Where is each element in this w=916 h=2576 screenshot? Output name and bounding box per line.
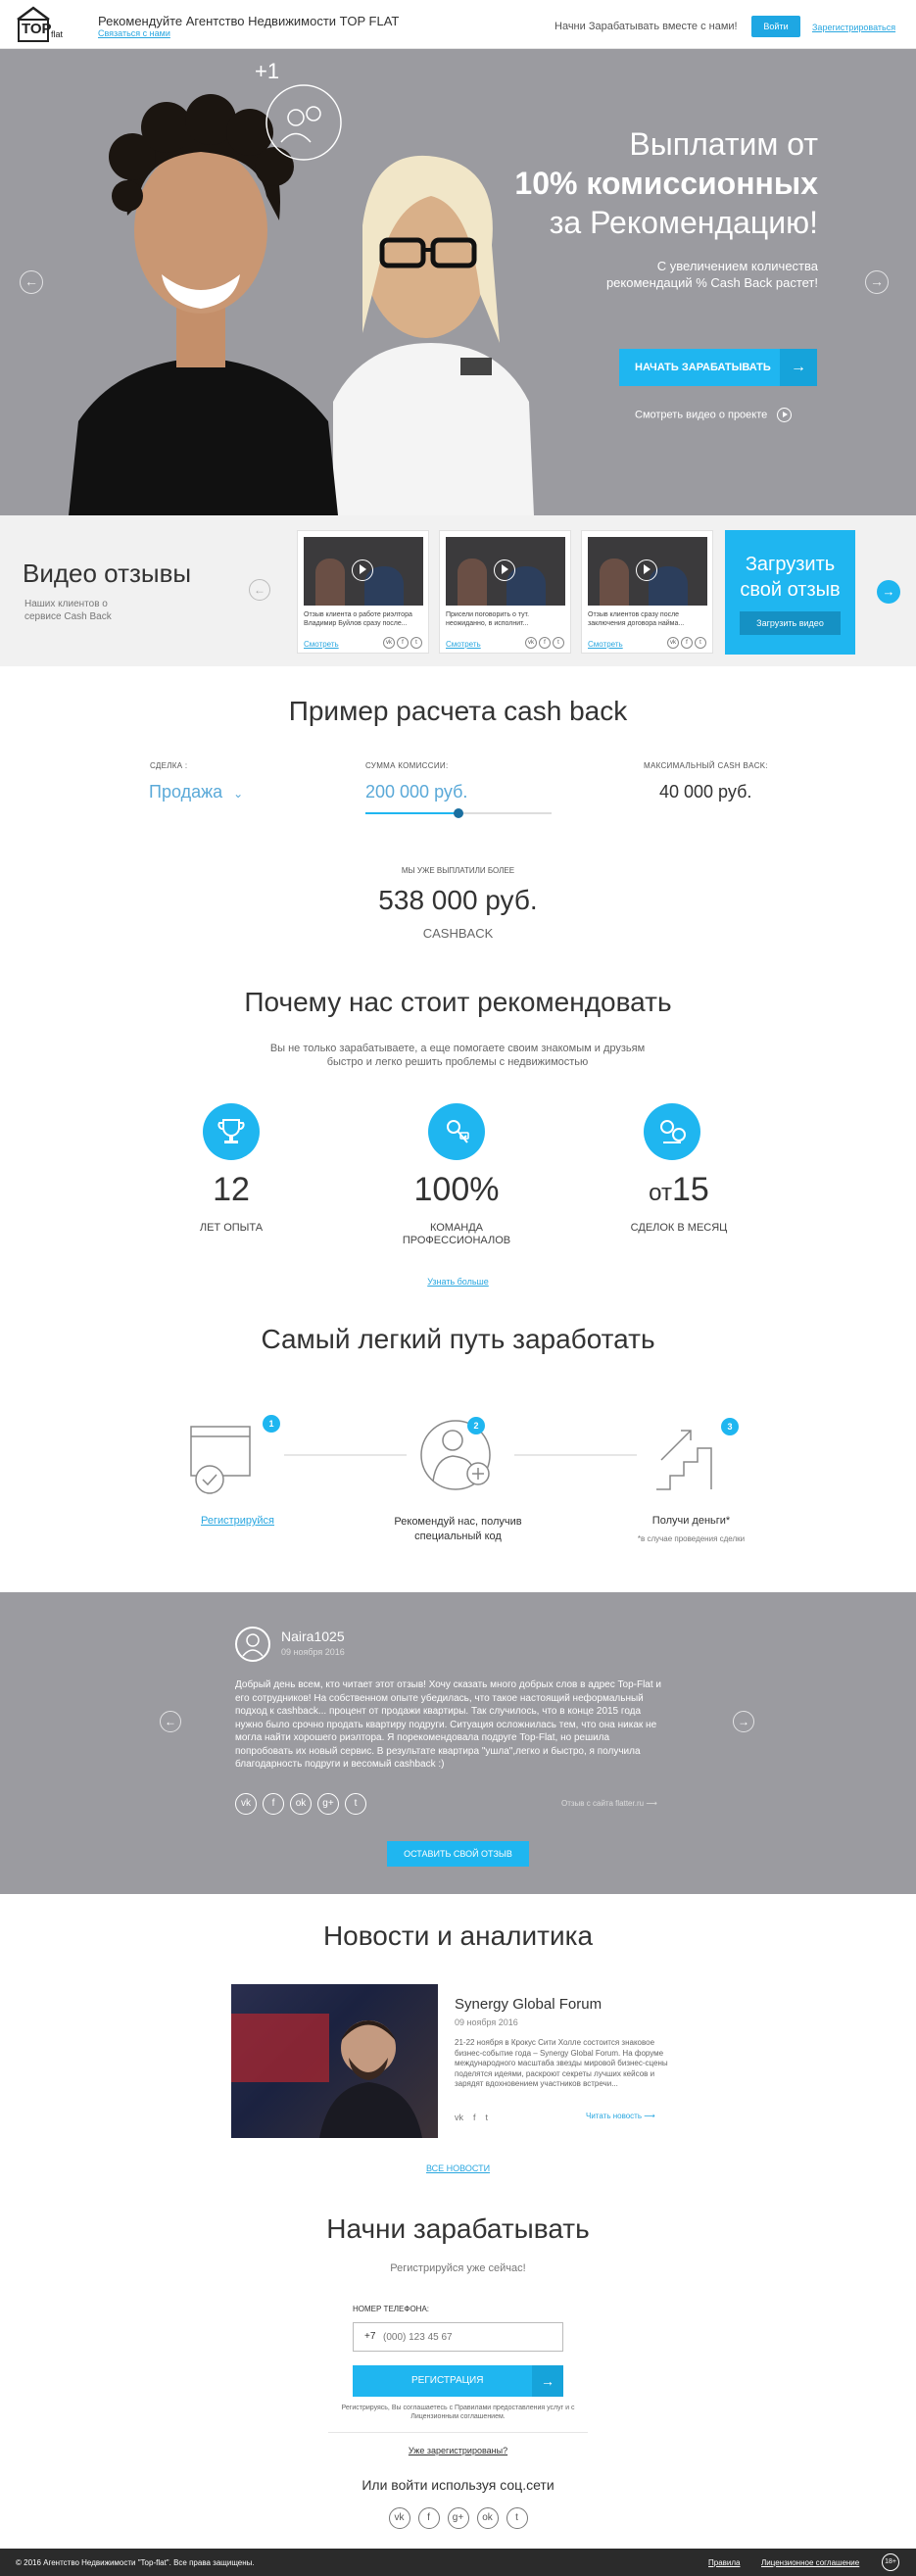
- reviewer-name: Naira1025: [281, 1628, 345, 1644]
- vk-icon[interactable]: vk: [455, 2113, 463, 2122]
- video-card-text: Отзыв клиентов сразу после заключения договора найма...: [588, 611, 685, 627]
- rules-link[interactable]: Правила: [708, 2558, 741, 2567]
- site-header: [0, 0, 916, 49]
- cashback-title: Пример расчета cash back: [288, 696, 628, 726]
- hero-title-line3: за Рекомендацию!: [549, 205, 818, 240]
- video-card-share: [667, 637, 706, 649]
- video-card-text: Присели поговорить о тут. неожиданно, в исполнит...: [446, 611, 530, 627]
- video-card-link[interactable]: Смотреть: [588, 640, 623, 649]
- feature-number-value: 15: [671, 1171, 709, 1208]
- social-login-title: Или войти используя соц.сети: [362, 2477, 554, 2493]
- read-news-link[interactable]: [586, 2112, 655, 2120]
- commission-label: СУММА КОМИССИИ:: [365, 761, 449, 770]
- deal-value: Продажа: [149, 782, 223, 802]
- commission-slider-track[interactable]: [365, 812, 552, 814]
- feature-label: ЛЕТ ОПЫТА: [199, 1222, 264, 1234]
- step-number: 3: [721, 1418, 739, 1435]
- arrow-right-icon: ⟶: [646, 1799, 657, 1808]
- video-card[interactable]: [297, 530, 429, 654]
- logo-main-text: TOP: [22, 21, 52, 37]
- max-cashback-label: МАКСИМАЛЬНЫЙ CASH BACK:: [644, 761, 768, 770]
- testimonial-section: [0, 1592, 916, 1894]
- phone-input[interactable]: [353, 2322, 563, 2352]
- odnoklassniki-icon[interactable]: ok: [477, 2507, 499, 2529]
- review-source-text: Отзыв с сайта flatter.ru: [561, 1799, 645, 1808]
- googleplus-icon[interactable]: g+: [448, 2507, 469, 2529]
- feature-number-value: 12: [213, 1171, 250, 1208]
- news-item-title[interactable]: Synergy Global Forum: [455, 1996, 603, 2013]
- feature-number: [378, 1171, 535, 1209]
- recommend-step-label: Рекомендуй нас, получив специальный код: [394, 1516, 522, 1542]
- twitter-icon[interactable]: t: [553, 637, 564, 649]
- register-link[interactable]: Зарегистрироваться: [812, 23, 896, 32]
- twitter-icon[interactable]: t: [345, 1793, 366, 1815]
- start-earning-button[interactable]: [619, 349, 817, 386]
- hero-next-arrow[interactable]: →: [865, 270, 889, 294]
- watch-video-link[interactable]: [635, 408, 792, 422]
- age-badge: 18+: [882, 2553, 899, 2571]
- video-thumbnail[interactable]: [588, 537, 707, 606]
- why-subtitle: Вы не только зарабатываете, а еще помогаете своим знакомым и друзьям быстро и легко решить проблемы с недвижимостью: [269, 1043, 646, 1068]
- vk-icon[interactable]: vk: [235, 1793, 257, 1815]
- register-button[interactable]: [353, 2365, 563, 2397]
- twitter-icon[interactable]: t: [695, 637, 706, 649]
- phone-prefix: +7: [364, 2331, 376, 2342]
- all-news-link[interactable]: ВСЕ НОВОСТИ: [425, 2163, 491, 2173]
- paid-label: МЫ УЖЕ ВЫПЛАТИЛИ БОЛЕЕ: [401, 866, 515, 875]
- register-button-label: РЕГИСТРАЦИЯ: [411, 2375, 484, 2386]
- copyright-text: © 2016 Агентство Недвижимости "Top-flat". Все права защищены.: [16, 2558, 255, 2567]
- video-card-share: [525, 637, 564, 649]
- testimonial-next-arrow[interactable]: →: [733, 1711, 754, 1732]
- start-earning-label: НАЧАТЬ ЗАРАБАТЫВАТЬ: [635, 362, 771, 373]
- commission-slider-fill: [365, 812, 458, 814]
- terms-text: Регистрируясь, Вы соглашаетесь с Правилами предоставления услуг и с Лицензионным соглашением.: [341, 2405, 575, 2420]
- news-item-text: 21-22 ноября в Крокус Сити Холле состоится знаковое бизнес-событие года – Synergy Global Forum. На форуме международного масштаба звезды мировой бизнес-сцены поделятся идеями, раскроют секреты лучших кейсов и зарядят вдохновением участников встречи...: [455, 2038, 668, 2088]
- upload-review-title: Загрузить свой отзыв: [740, 554, 841, 601]
- feature-label: СДЕЛОК В МЕСЯЦ: [630, 1222, 728, 1234]
- review-source[interactable]: [561, 1799, 657, 1808]
- hero-title-line1: Выплатим от: [629, 126, 818, 162]
- facebook-icon[interactable]: f: [473, 2113, 476, 2122]
- steps-title: Самый легкий путь заработать: [261, 1324, 655, 1354]
- divider: [328, 2432, 588, 2433]
- get-money-step-label: Получи деньги*: [651, 1515, 731, 1527]
- review-date: 09 ноября 2016: [281, 1647, 345, 1657]
- upload-review-panel: [725, 530, 855, 655]
- step-number: 1: [263, 1415, 280, 1433]
- video-card[interactable]: [581, 530, 713, 654]
- news-title: Новости и аналитика: [322, 1920, 594, 1951]
- watch-video-label: Смотреть видео о проекте: [635, 409, 768, 421]
- video-thumbnail[interactable]: [446, 537, 565, 606]
- odnoklassniki-icon[interactable]: ok: [290, 1793, 312, 1815]
- twitter-icon[interactable]: t: [506, 2507, 528, 2529]
- map-pin-icon: [644, 1103, 700, 1160]
- feature-number: [153, 1171, 310, 1209]
- video-card[interactable]: [439, 530, 571, 654]
- key-icon: [428, 1103, 485, 1160]
- facebook-icon[interactable]: f: [397, 637, 409, 649]
- logo-sub-text: flat: [51, 29, 64, 39]
- learn-more-link[interactable]: Узнать больше: [427, 1277, 489, 1287]
- chevron-down-icon: ⌄: [233, 787, 244, 801]
- vk-icon[interactable]: vk: [525, 637, 537, 649]
- upload-video-button[interactable]: Загрузить видео: [740, 611, 841, 635]
- commission-value: 200 000 руб.: [365, 782, 468, 802]
- testimonial-share: [235, 1793, 372, 1815]
- arrow-right-icon: ⟶: [644, 2112, 655, 2120]
- video-thumbnail[interactable]: [304, 537, 423, 606]
- video-reviews-title: Видео отзывы: [23, 559, 192, 588]
- why-title: Почему нас стоит рекомендовать: [244, 987, 672, 1017]
- contact-link[interactable]: Связаться с нами: [98, 28, 170, 38]
- reviews-next-arrow[interactable]: →: [877, 580, 900, 604]
- already-registered-link[interactable]: Уже зарегистрированы?: [408, 2446, 508, 2455]
- facebook-icon[interactable]: f: [539, 637, 551, 649]
- facebook-icon[interactable]: f: [418, 2507, 440, 2529]
- video-card-share: [383, 637, 422, 649]
- facebook-icon[interactable]: f: [263, 1793, 284, 1815]
- video-card-text: Отзыв клиента о работе риэлтора Владимир Буйлов сразу после...: [304, 611, 412, 627]
- news-image[interactable]: [231, 1984, 438, 2138]
- reviews-prev-arrow[interactable]: ←: [249, 579, 270, 601]
- play-icon: [636, 559, 657, 581]
- hero-title: [514, 124, 818, 242]
- hero-subtitle: С увеличением количества рекомендаций % Cash Back растет!: [605, 259, 818, 290]
- video-reviews-subtitle: Наших клиентов о сервисе Cash Back: [24, 599, 112, 622]
- feature-number: [601, 1171, 757, 1209]
- steps-footnote: *в случае проведения сделки: [637, 1534, 746, 1543]
- arrow-right-icon: →: [780, 349, 817, 386]
- step-number: 2: [467, 1417, 485, 1434]
- deal-select[interactable]: [149, 782, 243, 802]
- user-avatar-icon: [235, 1627, 270, 1662]
- video-card-link[interactable]: Смотреть: [446, 640, 481, 649]
- license-link[interactable]: Лицензионное соглашение: [761, 2558, 860, 2567]
- play-icon: [352, 559, 373, 581]
- facebook-icon[interactable]: f: [681, 637, 693, 649]
- video-reviews-section: [0, 515, 916, 666]
- testimonial-prev-arrow[interactable]: ←: [160, 1711, 181, 1732]
- vk-icon[interactable]: vk: [667, 637, 679, 649]
- header-title: Рекомендуйте Агентство Недвижимости TOP FLAT: [98, 14, 400, 28]
- vk-icon[interactable]: vk: [389, 2507, 410, 2529]
- vk-icon[interactable]: vk: [383, 637, 395, 649]
- deal-label: СДЕЛКА :: [150, 761, 188, 770]
- social-login-buttons: [0, 2507, 916, 2529]
- phone-label: НОМЕР ТЕЛЕФОНА:: [353, 2305, 430, 2313]
- paid-value: 538 000 руб.: [378, 885, 538, 915]
- video-card-link[interactable]: Смотреть: [304, 640, 339, 649]
- signup-subtitle: Регистрируйся уже сейчас!: [390, 2262, 526, 2274]
- plus-one-badge: +1: [255, 59, 280, 83]
- login-button[interactable]: Войти: [751, 16, 800, 37]
- news-share: [455, 2113, 488, 2122]
- commission-slider-handle[interactable]: [454, 808, 463, 818]
- feature-number-value: 100%: [413, 1171, 500, 1208]
- max-cashback-value: 40 000 руб.: [659, 782, 752, 802]
- steps-illustration: [147, 1411, 774, 1499]
- hero-people-image: [39, 49, 549, 515]
- hero-prev-arrow[interactable]: ←: [20, 270, 43, 294]
- twitter-icon[interactable]: t: [410, 637, 422, 649]
- play-icon: [494, 559, 515, 581]
- hero-banner: [0, 49, 916, 515]
- feature-number-prefix: от: [649, 1180, 672, 1206]
- paid-sub: CASHBACK: [422, 926, 494, 941]
- play-icon: [777, 408, 792, 422]
- leave-review-button[interactable]: ОСТАВИТЬ СВОЙ ОТЗЫВ: [387, 1841, 529, 1867]
- hero-title-bold: 10% комиссионных: [514, 166, 818, 201]
- trophy-icon: [203, 1103, 260, 1160]
- arrow-right-icon: →: [532, 2365, 563, 2397]
- logo[interactable]: [16, 6, 71, 43]
- review-text: Добрый день всем, кто читает этот отзыв! Хочу сказать много добрых слов в адрес Top-Flat и его сотрудников! На собственном опыте убедилась, что такое настоящий неформальный подход к cashback... процент от продажи квартиры. Так случилось, что в конце 2015 года нужно было срочно продать квартиру подруги. Ситуация осложнилась тем, что она никак не могла найти хорошего риэлтора. Я порекомендовала подруге Top-Flat, но решила попробовать их новый сервис. В результате квартира "ушла",легко и быстро, я получила благодарность подруги и весомый cashback :): [235, 1679, 661, 1770]
- header-cta-text: Начни Зарабатывать вместе с нами!: [554, 21, 738, 32]
- register-step-link[interactable]: Регистрируйся: [200, 1515, 275, 1527]
- signup-title: Начни зарабатывать: [326, 2213, 590, 2244]
- twitter-icon[interactable]: t: [485, 2113, 489, 2122]
- googleplus-icon[interactable]: g+: [317, 1793, 339, 1815]
- site-footer: [0, 2549, 916, 2576]
- feature-label: КОМАНДА ПРОФЕССИОНАЛОВ: [402, 1222, 511, 1246]
- news-item-date: 09 ноября 2016: [455, 2017, 518, 2027]
- read-news-label: Читать новость: [586, 2112, 643, 2120]
